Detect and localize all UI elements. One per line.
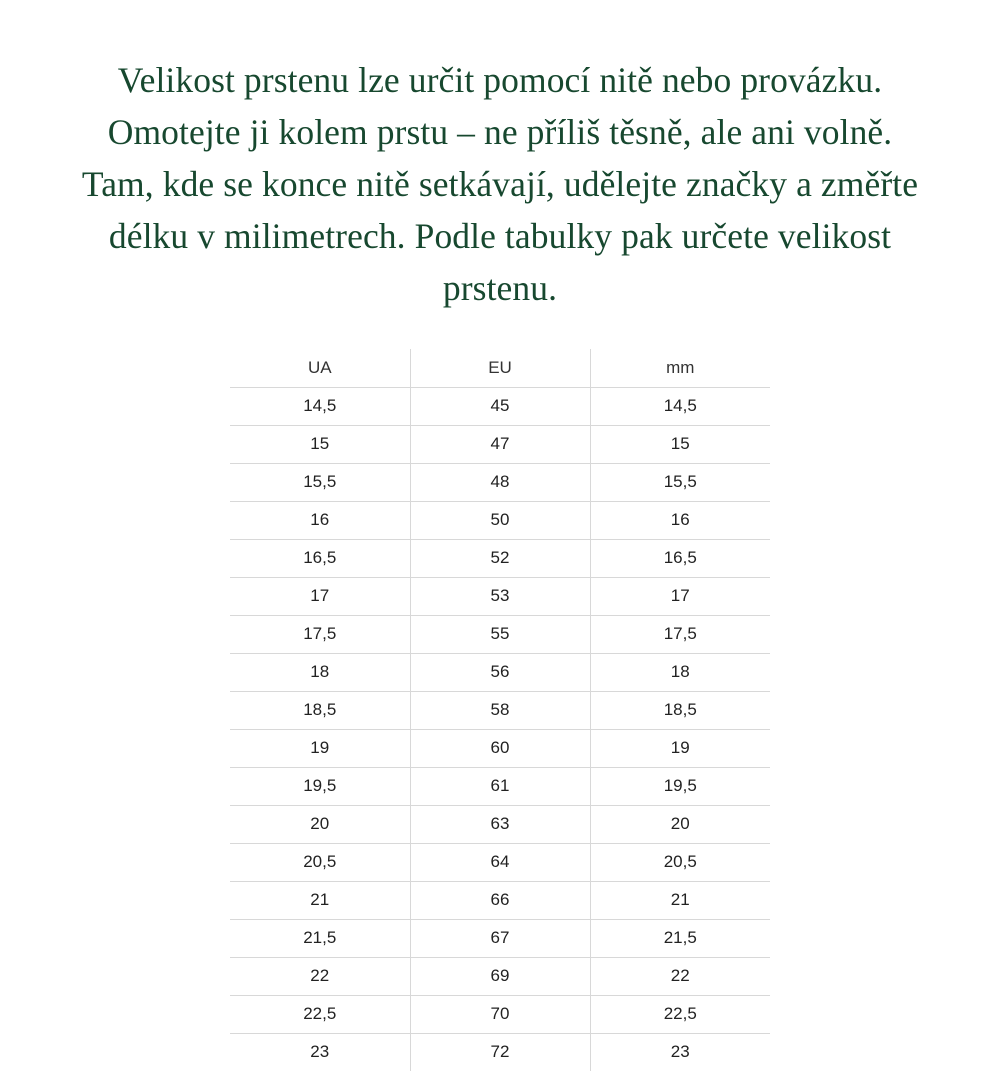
- table-row: [230, 577, 770, 615]
- cell-mm: 22,5: [590, 995, 770, 1033]
- table-row: [230, 539, 770, 577]
- table-row: [230, 387, 770, 425]
- cell-eu: 47: [410, 425, 590, 463]
- cell-mm: 19: [590, 729, 770, 767]
- cell-ua: 17,5: [230, 615, 410, 653]
- table-row: [230, 995, 770, 1033]
- table-row: [230, 843, 770, 881]
- cell-mm: 17,5: [590, 615, 770, 653]
- cell-ua: 22,5: [230, 995, 410, 1033]
- cell-eu: 69: [410, 957, 590, 995]
- table-row: [230, 615, 770, 653]
- cell-mm: 21: [590, 881, 770, 919]
- cell-ua: 22: [230, 957, 410, 995]
- cell-ua: 15: [230, 425, 410, 463]
- table-row: [230, 425, 770, 463]
- cell-mm: 14,5: [590, 387, 770, 425]
- table-row: [230, 691, 770, 729]
- table-row: [230, 805, 770, 843]
- cell-ua: 23: [230, 1033, 410, 1071]
- cell-mm: 18: [590, 653, 770, 691]
- cell-mm: 18,5: [590, 691, 770, 729]
- cell-mm: 20: [590, 805, 770, 843]
- table-row: [230, 957, 770, 995]
- cell-mm: 23: [670, 1042, 690, 1061]
- cell-mm: 15: [590, 425, 770, 463]
- cell-eu: 63: [410, 805, 590, 843]
- cell-eu: 70: [410, 995, 590, 1033]
- cell-ua: 14,5: [230, 387, 410, 425]
- table-header: [230, 349, 770, 387]
- cell-ua: 21: [230, 881, 410, 919]
- cell-mm: 15,5: [590, 463, 770, 501]
- size-table-container: [0, 349, 1000, 1071]
- cell-ua: 15,5: [230, 463, 410, 501]
- cell-eu: 58: [410, 691, 590, 729]
- cell-ua: 17: [230, 577, 410, 615]
- cell-ua: 21,5: [230, 919, 410, 957]
- table-row: [230, 919, 770, 957]
- cell-ua: 16: [230, 501, 410, 539]
- cell-eu: 72: [410, 1033, 590, 1071]
- cell-ua: 18,5: [230, 691, 410, 729]
- cell-mm: 21,5: [590, 919, 770, 957]
- table-header-row: [230, 349, 770, 387]
- cell-eu: 53: [410, 577, 590, 615]
- cell-ua: 20,5: [230, 843, 410, 881]
- cell-eu: 61: [410, 767, 590, 805]
- table-body: [230, 387, 770, 1071]
- cell-eu: 52: [410, 539, 590, 577]
- cell-eu: 45: [410, 387, 590, 425]
- cell-eu: 67: [410, 919, 590, 957]
- cell-mm: 19,5: [590, 767, 770, 805]
- cell-ua: 19: [230, 729, 410, 767]
- cell-ua: 18: [230, 653, 410, 691]
- cell-eu: 64: [410, 843, 590, 881]
- cell-mm: 16: [590, 501, 770, 539]
- cell-eu: 66: [410, 881, 590, 919]
- ring-size-table: [230, 349, 770, 1071]
- table-row: [230, 653, 770, 691]
- column-header-eu: EU: [410, 349, 590, 387]
- cell-ua: 20: [230, 805, 410, 843]
- table-row: [230, 881, 770, 919]
- cell-eu: 55: [410, 615, 590, 653]
- column-header-mm: mm: [590, 349, 770, 387]
- cell-eu: 56: [410, 653, 590, 691]
- table-row: [230, 729, 770, 767]
- column-header-ua: UA: [230, 349, 410, 387]
- cell-eu: 48: [410, 463, 590, 501]
- cell-mm: 20,5: [590, 843, 770, 881]
- cell-ua: 16,5: [230, 539, 410, 577]
- table-row: [230, 501, 770, 539]
- table-row: [230, 463, 770, 501]
- table-row: [230, 1033, 770, 1071]
- cell-ua: 19,5: [230, 767, 410, 805]
- table-row: [230, 767, 770, 805]
- instructions-paragraph: Velikost prstenu lze určit pomocí nitě nebo provázku. Omotejte ji kolem prstu – ne příliš těsně, ale ani volně. Tam, kde se konce nitě setkávají, udělejte značky a změřte délku v milimetrech. Podle tabulky pak určete velikost prstenu.: [81, 59, 919, 308]
- cell-mm: 22: [590, 957, 770, 995]
- cell-eu: 60: [410, 729, 590, 767]
- cell-eu: 50: [410, 501, 590, 539]
- cell-mm: 17: [590, 577, 770, 615]
- cell-mm: 16,5: [590, 539, 770, 577]
